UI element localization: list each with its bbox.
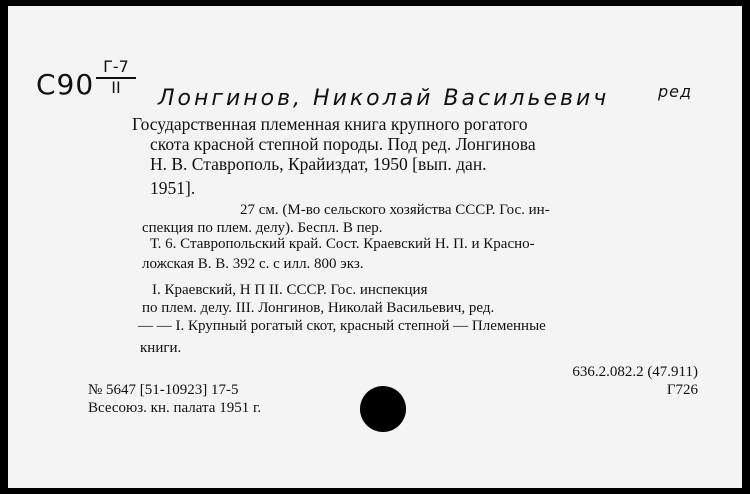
record-number: № 5647 [51-10923] 17-5 [88, 382, 239, 398]
fraction-bottom: II [111, 78, 121, 97]
handwritten-author: Лонгинов, Николай Васильевич [158, 86, 610, 111]
fraction-top: Г-7 [96, 58, 136, 79]
collation-line-1: 27 см. (М-во сельского хозяйства СССР. Гос. ин- [240, 202, 550, 218]
title-line-2: скота красной степной породы. Под ред. Лонгинова [150, 134, 536, 154]
index-line-2: по плем. делу. III. Лонгинов, Николай Васильевич, ред. [142, 300, 495, 316]
classification-code: 636.2.082.2 (47.911) [572, 364, 698, 380]
imprint-line-1: Н. В. Ставрополь, Крайиздат, 1950 [вып. дан. [150, 154, 487, 174]
punch-hole [360, 386, 406, 432]
author-mark: Г726 [666, 382, 698, 398]
volume-line-1: Т. 6. Ставропольский край. Сост. Краевский Н. П. и Красно- [150, 236, 535, 252]
catalog-card [8, 6, 742, 488]
call-number: С90 [36, 68, 95, 101]
volume-line-2: ложская В. В. 392 с. с илл. 800 экз. [142, 256, 364, 272]
index-line-1: I. Краевский, Н П II. СССР. Гос. инспекция [152, 282, 428, 298]
call-number-fraction [96, 58, 136, 97]
collation-line-2: спекция по плем. делу). Беспл. В пер. [142, 220, 383, 236]
imprint-line-2: 1951]. [150, 178, 196, 198]
index-line-3: — — I. Крупный рогатый скот, красный степной — Племенные [138, 318, 546, 334]
index-line-4: книги. [140, 340, 182, 356]
publisher-note: Всесоюз. кн. палата 1951 г. [88, 400, 262, 416]
title-line-1: Государственная племенная книга крупного рогатого [132, 114, 528, 134]
handwritten-note: ред [658, 82, 693, 101]
